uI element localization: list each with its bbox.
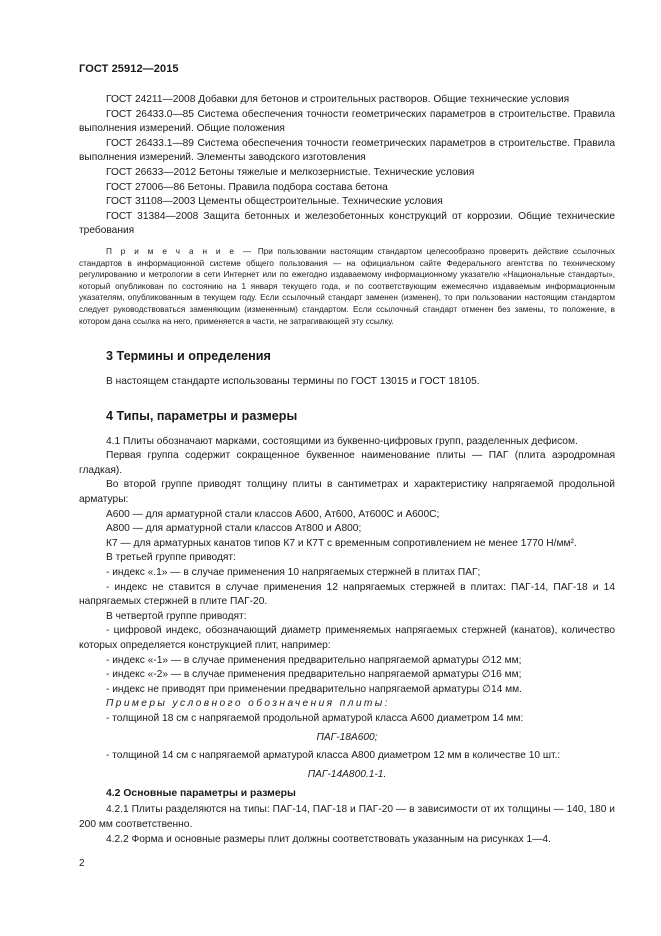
page-content: [79, 93, 615, 847]
ref-gost-26633: ГОСТ 26633—2012 Бетоны тяжелые и мелкозернистые. Технические условия: [106, 166, 475, 178]
para-example-2: - толщиной 14 см с напрягаемой арматурой класса А800 диаметром 12 мм в количестве 10 шт.:: [106, 750, 561, 762]
note-text: При пользовании настоящим стандартом целесообразно проверить действие ссылочных стандартов в информационной системе общего пользования — на официальном сайте Федерального агентства по техническому регулированию и метрологии в сети Интернет или по ежегодно издаваемому информационному указателю «Национальные стандарты», который опубликован по состоянию на 1 января текущего года, и по соответствующим ежемесячно издаваемым информационным указателям, опубликованным в текущем году. Если ссылочный стандарт заменен (изменен), то при пользовании настоящим стандартом следует руководствоваться заменяющим (измененным) стандартом. Если ссылочный стандарт отменен без замены, то положение, в котором дана ссылка на него, применяется в части, не затрагивающей эту ссылку.: [79, 246, 615, 326]
note-paragraph: [79, 246, 615, 327]
ref-gost-31384: ГОСТ 31384—2008 Защита бетонных и железобетонных конструкций от коррозии. Общие технические требования: [79, 210, 615, 237]
para-second-group: Во второй группе приводят толщину плиты в сантиметрах и характеристику напрягаемой продольной арматуры:: [79, 479, 615, 506]
para-index-1: - индекс «.1» — в случае применения 10 напрягаемых стержней в плитах ПАГ;: [106, 567, 481, 579]
example-2-designation: ПАГ-14А800.1-1.: [307, 768, 387, 780]
para-index-not-given: - индекс не приводят при применении предварительно напрягаемой арматуры ∅14 мм.: [106, 683, 522, 695]
para-a600: А600 — для арматурной стали классов А600, Ат600, Ат600С и А600С;: [106, 508, 440, 520]
para-digital-index: - цифровой индекс, обозначающий диаметр применяемых напрягаемых стержней (канатов), количество которых определяется конструкцией плит, например:: [79, 625, 615, 651]
ref-gost-26433-1: ГОСТ 26433.1—89 Система обеспечения точности геометрических параметров в строительстве. Правила выполнения измерений. Элементы заводского изготовления: [79, 137, 615, 164]
para-a800: А800 — для арматурной стали классов Ат800 и А800;: [106, 523, 362, 535]
ref-gost-24211: ГОСТ 24211—2008 Добавки для бетонов и строительных растворов. Общие технические условия: [106, 94, 570, 105]
section-3-title: 3 Термины и определения: [106, 349, 271, 364]
section-4-title: 4 Типы, параметры и размеры: [106, 408, 298, 423]
subsection-4-2-title: 4.2 Основные параметры и размеры: [106, 788, 296, 800]
para-example-1: - толщиной 18 см с напрягаемой продольной арматурой класса А600 диаметром 14 мм:: [106, 712, 524, 724]
para-fourth-group: В четвертой группе приводят:: [106, 610, 247, 622]
para-third-group: В третьей группе приводят:: [106, 552, 236, 564]
para-index-minus-1: - индекс «-1» — в случае применения предварительно напрягаемой арматуры ∅12 мм;: [106, 654, 522, 666]
para-4-2-2: 4.2.2 Форма и основные размеры плит должны соответствовать указанным на рисунках 1—4.: [106, 833, 551, 845]
para-first-group: Первая группа содержит сокращенное буквенное наименование плиты — ПАГ (плита аэродромная гладкая).: [79, 450, 615, 476]
note-label: П р и м е ч а н и е —: [106, 246, 254, 256]
examples-heading: Примеры условного обозначения плиты:: [106, 698, 390, 710]
ref-gost-31108: ГОСТ 31108—2003 Цементы общестроительные. Технические условия: [106, 196, 443, 208]
section-3-text: В настоящем стандарте использованы термины по ГОСТ 13015 и ГОСТ 18105.: [106, 376, 480, 388]
document-header: ГОСТ 25912—2015: [79, 63, 179, 75]
para-index-minus-2: - индекс «-2» — в случае применения предварительно напрягаемой арматуры ∅16 мм;: [106, 669, 522, 681]
para-4-1: 4.1 Плиты обозначают марками, состоящими из буквенно-цифровых групп, разделенных дефисом.: [106, 435, 578, 447]
ref-gost-26433-0: ГОСТ 26433.0—85 Система обеспечения точности геометрических параметров в строительстве. Правила выполнения измерений. Общие положения: [79, 108, 615, 135]
para-k7: К7 — для арматурных канатов типов К7 и К7Т с временным сопротивлением не менее 1770 Н/мм².: [106, 537, 577, 549]
para-index-none: - индекс не ставится в случае применения 12 напрягаемых стержней в плитах: ПАГ-14, ПАГ-18 и 14 напрягаемых стержней в плите ПАГ-20.: [79, 581, 615, 608]
para-4-2-1: 4.2.1 Плиты разделяются на типы: ПАГ-14, ПАГ-18 и ПАГ-20 — в зависимости от их толщины — 140, 180 и 200 мм соответственно.: [79, 804, 615, 830]
example-1-designation: ПАГ-18А600;: [316, 731, 378, 743]
ref-gost-27006: ГОСТ 27006—86 Бетоны. Правила подбора состава бетона: [106, 181, 388, 193]
page-number: 2: [79, 858, 85, 869]
